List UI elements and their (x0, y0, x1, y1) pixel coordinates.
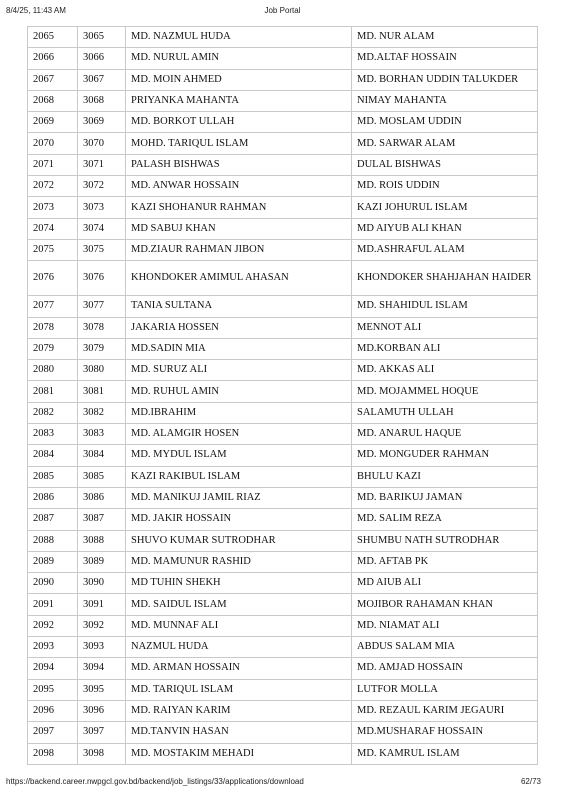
id-cell: 3074 (78, 218, 126, 239)
father-name-cell: MD. AKKAS ALI (352, 360, 538, 381)
id-cell: 3072 (78, 176, 126, 197)
serial-cell: 2080 (28, 360, 78, 381)
name-cell: MD. SURUZ ALI (126, 360, 352, 381)
father-name-cell: MOJIBOR RAHAMAN KHAN (352, 594, 538, 615)
id-cell: 3098 (78, 743, 126, 764)
father-name-cell: MD AIUB ALI (352, 573, 538, 594)
table-row (28, 27, 538, 48)
serial-cell: 2097 (28, 722, 78, 743)
id-cell: 3091 (78, 594, 126, 615)
name-cell: MD. NAZMUL HUDA (126, 27, 352, 48)
table-row (28, 112, 538, 133)
id-cell: 3079 (78, 338, 126, 359)
father-name-cell: MD. SHAHIDUL ISLAM (352, 296, 538, 317)
id-cell: 3067 (78, 69, 126, 90)
id-cell: 3087 (78, 509, 126, 530)
serial-cell: 2093 (28, 637, 78, 658)
father-name-cell: MD. REZAUL KARIM JEGAURI (352, 700, 538, 721)
table-row (28, 551, 538, 572)
table-row (28, 338, 538, 359)
id-cell: 3080 (78, 360, 126, 381)
id-cell: 3086 (78, 487, 126, 508)
father-name-cell: SHUMBU NATH SUTRODHAR (352, 530, 538, 551)
name-cell: MD. MUNNAF ALI (126, 615, 352, 636)
id-cell: 3077 (78, 296, 126, 317)
serial-cell: 2082 (28, 402, 78, 423)
id-cell: 3065 (78, 27, 126, 48)
table-row (28, 90, 538, 111)
table-row (28, 445, 538, 466)
serial-cell: 2096 (28, 700, 78, 721)
serial-cell: 2079 (28, 338, 78, 359)
table-row (28, 197, 538, 218)
father-name-cell: MD.KORBAN ALI (352, 338, 538, 359)
serial-cell: 2066 (28, 48, 78, 69)
name-cell: MD. RAIYAN KARIM (126, 700, 352, 721)
serial-cell: 2067 (28, 69, 78, 90)
serial-cell: 2083 (28, 424, 78, 445)
serial-cell: 2077 (28, 296, 78, 317)
table-row (28, 573, 538, 594)
father-name-cell: BHULU KAZI (352, 466, 538, 487)
serial-cell: 2094 (28, 658, 78, 679)
name-cell: MD. MANIKUJ JAMIL RIAZ (126, 487, 352, 508)
name-cell: PALASH BISHWAS (126, 154, 352, 175)
name-cell: SHUVO KUMAR SUTRODHAR (126, 530, 352, 551)
name-cell: MD. JAKIR HOSSAIN (126, 509, 352, 530)
name-cell: MD. MAMUNUR RASHID (126, 551, 352, 572)
table-row (28, 637, 538, 658)
table-row (28, 594, 538, 615)
father-name-cell: MD. MOJAMMEL HOQUE (352, 381, 538, 402)
id-cell: 3078 (78, 317, 126, 338)
father-name-cell: MD. MONGUDER RAHMAN (352, 445, 538, 466)
table-row (28, 658, 538, 679)
table-row (28, 176, 538, 197)
serial-cell: 2065 (28, 27, 78, 48)
serial-cell: 2084 (28, 445, 78, 466)
name-cell: MD. TARIQUL ISLAM (126, 679, 352, 700)
table-row (28, 360, 538, 381)
table-row (28, 133, 538, 154)
table-row (28, 466, 538, 487)
name-cell: NAZMUL HUDA (126, 637, 352, 658)
table-row (28, 615, 538, 636)
name-cell: KHONDOKER AMIMUL AHASAN (126, 261, 352, 296)
father-name-cell: MD. BORHAN UDDIN TALUKDER (352, 69, 538, 90)
id-cell: 3082 (78, 402, 126, 423)
father-name-cell: MD AIYUB ALI KHAN (352, 218, 538, 239)
table-row (28, 424, 538, 445)
id-cell: 3069 (78, 112, 126, 133)
serial-cell: 2086 (28, 487, 78, 508)
id-cell: 3093 (78, 637, 126, 658)
father-name-cell: MD. SARWAR ALAM (352, 133, 538, 154)
serial-cell: 2069 (28, 112, 78, 133)
table-row (28, 509, 538, 530)
id-cell: 3097 (78, 722, 126, 743)
name-cell: MD. ARMAN HOSSAIN (126, 658, 352, 679)
table-row (28, 743, 538, 764)
father-name-cell: MD. MOSLAM UDDIN (352, 112, 538, 133)
father-name-cell: MD.ALTAF HOSSAIN (352, 48, 538, 69)
serial-cell: 2068 (28, 90, 78, 111)
id-cell: 3083 (78, 424, 126, 445)
father-name-cell: MENNOT ALI (352, 317, 538, 338)
serial-cell: 2091 (28, 594, 78, 615)
father-name-cell: KAZI JOHURUL ISLAM (352, 197, 538, 218)
father-name-cell: MD. ANARUL HAQUE (352, 424, 538, 445)
name-cell: JAKARIA HOSSEN (126, 317, 352, 338)
name-cell: MD.ZIAUR RAHMAN JIBON (126, 239, 352, 260)
serial-cell: 2081 (28, 381, 78, 402)
father-name-cell: MD.MUSHARAF HOSSAIN (352, 722, 538, 743)
id-cell: 3092 (78, 615, 126, 636)
id-cell: 3066 (78, 48, 126, 69)
id-cell: 3075 (78, 239, 126, 260)
name-cell: KAZI SHOHANUR RAHMAN (126, 197, 352, 218)
serial-cell: 2072 (28, 176, 78, 197)
father-name-cell: MD. NIAMAT ALI (352, 615, 538, 636)
id-cell: 3096 (78, 700, 126, 721)
serial-cell: 2087 (28, 509, 78, 530)
id-cell: 3094 (78, 658, 126, 679)
print-datetime: 8/4/25, 11:43 AM (6, 6, 66, 15)
father-name-cell: NIMAY MAHANTA (352, 90, 538, 111)
id-cell: 3088 (78, 530, 126, 551)
serial-cell: 2085 (28, 466, 78, 487)
table-row (28, 218, 538, 239)
id-cell: 3095 (78, 679, 126, 700)
father-name-cell: MD. BARIKUJ JAMAN (352, 487, 538, 508)
name-cell: TANIA SULTANA (126, 296, 352, 317)
name-cell: MD.SADIN MIA (126, 338, 352, 359)
father-name-cell: LUTFOR MOLLA (352, 679, 538, 700)
father-name-cell: ABDUS SALAM MIA (352, 637, 538, 658)
father-name-cell: MD. KAMRUL ISLAM (352, 743, 538, 764)
applicants-table-body (28, 27, 538, 765)
name-cell: MD. MOIN AHMED (126, 69, 352, 90)
name-cell: PRIYANKA MAHANTA (126, 90, 352, 111)
serial-cell: 2089 (28, 551, 78, 572)
page-url: https://backend.career.nwpgcl.gov.bd/backend/job_listings/33/applications/download (6, 777, 304, 786)
id-cell: 3073 (78, 197, 126, 218)
name-cell: MD. BORKOT ULLAH (126, 112, 352, 133)
name-cell: MD. ALAMGIR HOSEN (126, 424, 352, 445)
name-cell: MD SABUJ KHAN (126, 218, 352, 239)
name-cell: MD. NURUL AMIN (126, 48, 352, 69)
table-row (28, 48, 538, 69)
father-name-cell: MD.ASHRAFUL ALAM (352, 239, 538, 260)
name-cell: MOHD. TARIQUL ISLAM (126, 133, 352, 154)
father-name-cell: MD. AFTAB PK (352, 551, 538, 572)
serial-cell: 2095 (28, 679, 78, 700)
father-name-cell: MD. NUR ALAM (352, 27, 538, 48)
table-row (28, 154, 538, 175)
table-row (28, 679, 538, 700)
father-name-cell: DULAL BISHWAS (352, 154, 538, 175)
print-footer (0, 777, 565, 791)
id-cell: 3071 (78, 154, 126, 175)
applicants-table (27, 26, 538, 765)
id-cell: 3085 (78, 466, 126, 487)
serial-cell: 2071 (28, 154, 78, 175)
id-cell: 3081 (78, 381, 126, 402)
page-title: Job Portal (264, 6, 301, 15)
father-name-cell: MD. SALIM REZA (352, 509, 538, 530)
father-name-cell: KHONDOKER SHAHJAHAN HAIDER (352, 261, 538, 296)
name-cell: MD. MYDUL ISLAM (126, 445, 352, 466)
id-cell: 3070 (78, 133, 126, 154)
name-cell: MD TUHIN SHEKH (126, 573, 352, 594)
table-row (28, 69, 538, 90)
table-row (28, 317, 538, 338)
table-row (28, 261, 538, 296)
table-row (28, 381, 538, 402)
name-cell: KAZI RAKIBUL ISLAM (126, 466, 352, 487)
serial-cell: 2092 (28, 615, 78, 636)
name-cell: MD.IBRAHIM (126, 402, 352, 423)
table-row (28, 700, 538, 721)
father-name-cell: SALAMUTH ULLAH (352, 402, 538, 423)
id-cell: 3068 (78, 90, 126, 111)
serial-cell: 2078 (28, 317, 78, 338)
print-header (0, 6, 565, 20)
id-cell: 3090 (78, 573, 126, 594)
table-row (28, 402, 538, 423)
serial-cell: 2098 (28, 743, 78, 764)
serial-cell: 2076 (28, 261, 78, 296)
table-row (28, 239, 538, 260)
id-cell: 3084 (78, 445, 126, 466)
name-cell: MD. SAIDUL ISLAM (126, 594, 352, 615)
name-cell: MD. ANWAR HOSSAIN (126, 176, 352, 197)
serial-cell: 2073 (28, 197, 78, 218)
father-name-cell: MD. ROIS UDDIN (352, 176, 538, 197)
serial-cell: 2090 (28, 573, 78, 594)
father-name-cell: MD. AMJAD HOSSAIN (352, 658, 538, 679)
table-row (28, 722, 538, 743)
name-cell: MD. RUHUL AMIN (126, 381, 352, 402)
id-cell: 3089 (78, 551, 126, 572)
serial-cell: 2088 (28, 530, 78, 551)
serial-cell: 2074 (28, 218, 78, 239)
table-row (28, 530, 538, 551)
table-row (28, 487, 538, 508)
page-number: 62/73 (520, 777, 541, 786)
table-row (28, 296, 538, 317)
name-cell: MD. MOSTAKIM MEHADI (126, 743, 352, 764)
serial-cell: 2075 (28, 239, 78, 260)
serial-cell: 2070 (28, 133, 78, 154)
name-cell: MD.TANVIN HASAN (126, 722, 352, 743)
id-cell: 3076 (78, 261, 126, 296)
